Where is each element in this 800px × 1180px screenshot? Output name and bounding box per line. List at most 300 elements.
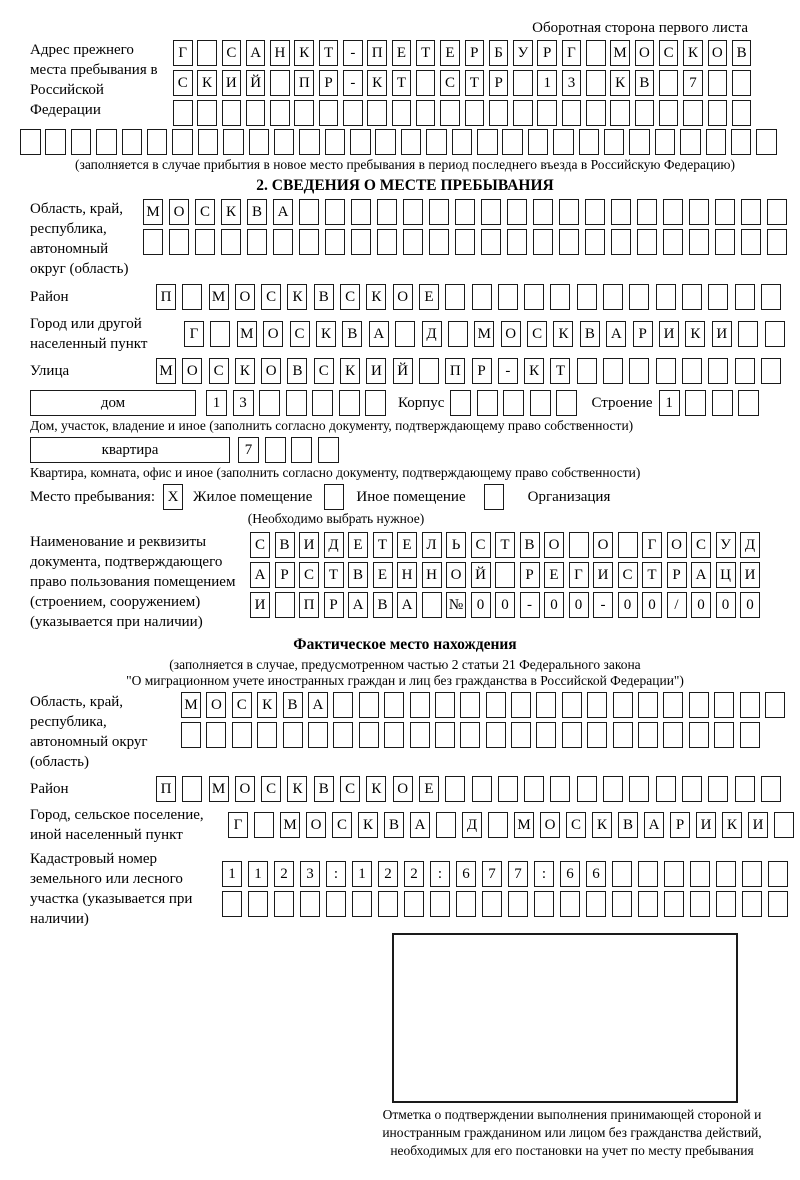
char-cell[interactable]: К bbox=[366, 284, 386, 310]
char-cell[interactable] bbox=[586, 100, 606, 126]
char-cell[interactable] bbox=[318, 437, 339, 463]
char-cell[interactable] bbox=[440, 100, 460, 126]
char-cell[interactable] bbox=[536, 722, 556, 748]
char-cell[interactable]: И bbox=[593, 562, 613, 588]
char-cell[interactable]: С bbox=[250, 532, 270, 558]
char-cell[interactable]: М bbox=[610, 40, 630, 66]
char-cell[interactable]: С bbox=[691, 532, 711, 558]
char-cell[interactable] bbox=[419, 358, 439, 384]
char-cell[interactable]: В bbox=[283, 692, 303, 718]
char-cell[interactable]: В bbox=[287, 358, 307, 384]
char-cell[interactable]: М bbox=[181, 692, 201, 718]
char-cell[interactable] bbox=[333, 692, 353, 718]
char-cell[interactable]: 1 bbox=[352, 861, 372, 887]
char-cell[interactable]: Г bbox=[228, 812, 248, 838]
char-cell[interactable]: Т bbox=[416, 40, 436, 66]
char-cell[interactable] bbox=[312, 390, 333, 416]
char-cell[interactable]: 7 bbox=[683, 70, 703, 96]
char-cell[interactable] bbox=[246, 100, 266, 126]
char-cell[interactable] bbox=[530, 390, 551, 416]
char-cell[interactable] bbox=[197, 100, 217, 126]
char-cell[interactable]: Р bbox=[670, 812, 690, 838]
char-cell[interactable]: К bbox=[287, 776, 307, 802]
char-cell[interactable]: : bbox=[430, 861, 450, 887]
char-cell[interactable]: Т bbox=[392, 70, 412, 96]
char-cell[interactable] bbox=[738, 390, 759, 416]
char-cell[interactable]: В bbox=[373, 592, 393, 618]
char-cell[interactable] bbox=[429, 199, 449, 225]
char-cell[interactable] bbox=[270, 100, 290, 126]
char-cell[interactable] bbox=[460, 692, 480, 718]
char-cell[interactable] bbox=[682, 776, 702, 802]
char-cell[interactable]: К bbox=[592, 812, 612, 838]
char-cell[interactable] bbox=[300, 891, 320, 917]
char-cell[interactable] bbox=[559, 199, 579, 225]
char-cell[interactable]: К bbox=[287, 284, 307, 310]
char-cell[interactable]: И bbox=[712, 321, 732, 347]
char-cell[interactable] bbox=[550, 284, 570, 310]
char-cell[interactable]: С bbox=[290, 321, 310, 347]
char-cell[interactable] bbox=[638, 891, 658, 917]
char-cell[interactable] bbox=[618, 532, 638, 558]
char-cell[interactable] bbox=[716, 861, 736, 887]
char-cell[interactable] bbox=[638, 861, 658, 887]
char-cell[interactable]: 3 bbox=[562, 70, 582, 96]
char-cell[interactable] bbox=[524, 776, 544, 802]
char-cell[interactable]: С bbox=[332, 812, 352, 838]
char-cell[interactable] bbox=[270, 70, 290, 96]
char-cell[interactable] bbox=[560, 891, 580, 917]
char-cell[interactable] bbox=[708, 776, 728, 802]
char-cell[interactable]: - bbox=[343, 70, 363, 96]
char-cell[interactable] bbox=[445, 776, 465, 802]
char-cell[interactable] bbox=[248, 891, 268, 917]
char-cell[interactable] bbox=[294, 100, 314, 126]
char-cell[interactable] bbox=[275, 592, 295, 618]
char-cell[interactable] bbox=[553, 129, 574, 155]
char-cell[interactable] bbox=[456, 891, 476, 917]
char-cell[interactable] bbox=[586, 891, 606, 917]
house-type-box[interactable]: дом bbox=[30, 390, 196, 416]
char-cell[interactable]: О bbox=[393, 776, 413, 802]
char-cell[interactable] bbox=[663, 229, 683, 255]
char-cell[interactable] bbox=[682, 358, 702, 384]
char-cell[interactable] bbox=[274, 129, 295, 155]
char-cell[interactable] bbox=[350, 129, 371, 155]
char-cell[interactable]: Е bbox=[440, 40, 460, 66]
char-cell[interactable]: Е bbox=[419, 776, 439, 802]
char-cell[interactable]: К bbox=[358, 812, 378, 838]
char-cell[interactable] bbox=[325, 229, 345, 255]
char-cell[interactable]: В bbox=[314, 776, 334, 802]
char-cell[interactable]: С bbox=[173, 70, 193, 96]
char-cell[interactable] bbox=[326, 891, 346, 917]
char-cell[interactable] bbox=[765, 692, 785, 718]
char-cell[interactable] bbox=[273, 229, 293, 255]
char-cell[interactable] bbox=[740, 722, 760, 748]
char-cell[interactable]: М bbox=[156, 358, 176, 384]
char-cell[interactable] bbox=[735, 358, 755, 384]
char-cell[interactable]: В bbox=[580, 321, 600, 347]
char-cell[interactable] bbox=[735, 284, 755, 310]
char-cell[interactable] bbox=[498, 284, 518, 310]
char-cell[interactable] bbox=[448, 321, 468, 347]
char-cell[interactable] bbox=[403, 229, 423, 255]
char-cell[interactable]: К bbox=[683, 40, 703, 66]
char-cell[interactable]: К bbox=[722, 812, 742, 838]
char-cell[interactable] bbox=[731, 129, 752, 155]
char-cell[interactable] bbox=[339, 390, 360, 416]
char-cell[interactable]: А bbox=[606, 321, 626, 347]
char-cell[interactable] bbox=[683, 100, 703, 126]
char-cell[interactable] bbox=[537, 100, 557, 126]
char-cell[interactable]: И bbox=[696, 812, 716, 838]
char-cell[interactable]: - bbox=[520, 592, 540, 618]
char-cell[interactable] bbox=[613, 722, 633, 748]
char-cell[interactable] bbox=[756, 129, 777, 155]
char-cell[interactable] bbox=[611, 199, 631, 225]
char-cell[interactable] bbox=[403, 199, 423, 225]
char-cell[interactable] bbox=[577, 284, 597, 310]
char-cell[interactable]: Ь bbox=[446, 532, 466, 558]
char-cell[interactable]: К bbox=[610, 70, 630, 96]
char-cell[interactable] bbox=[656, 776, 676, 802]
char-cell[interactable]: Р bbox=[520, 562, 540, 588]
char-cell[interactable]: С bbox=[261, 284, 281, 310]
char-cell[interactable]: Р bbox=[633, 321, 653, 347]
char-cell[interactable] bbox=[254, 812, 274, 838]
char-cell[interactable] bbox=[481, 199, 501, 225]
char-cell[interactable] bbox=[422, 592, 442, 618]
char-cell[interactable]: К bbox=[685, 321, 705, 347]
char-cell[interactable]: В bbox=[618, 812, 638, 838]
char-cell[interactable]: 1 bbox=[248, 861, 268, 887]
char-cell[interactable] bbox=[169, 229, 189, 255]
char-cell[interactable] bbox=[664, 891, 684, 917]
char-cell[interactable]: О bbox=[708, 40, 728, 66]
char-cell[interactable] bbox=[638, 692, 658, 718]
char-cell[interactable]: П bbox=[445, 358, 465, 384]
char-cell[interactable]: - bbox=[593, 592, 613, 618]
char-cell[interactable] bbox=[182, 776, 202, 802]
char-cell[interactable]: 3 bbox=[233, 390, 254, 416]
char-cell[interactable] bbox=[477, 390, 498, 416]
char-cell[interactable]: 2 bbox=[274, 861, 294, 887]
char-cell[interactable] bbox=[489, 100, 509, 126]
char-cell[interactable] bbox=[569, 532, 589, 558]
char-cell[interactable]: : bbox=[534, 861, 554, 887]
char-cell[interactable] bbox=[604, 129, 625, 155]
char-cell[interactable] bbox=[333, 722, 353, 748]
char-cell[interactable] bbox=[768, 891, 788, 917]
char-cell[interactable] bbox=[534, 891, 554, 917]
char-cell[interactable] bbox=[377, 229, 397, 255]
char-cell[interactable]: 0 bbox=[740, 592, 760, 618]
char-cell[interactable]: Т bbox=[465, 70, 485, 96]
char-cell[interactable] bbox=[206, 722, 226, 748]
char-cell[interactable] bbox=[503, 390, 524, 416]
char-cell[interactable] bbox=[20, 129, 41, 155]
char-cell[interactable]: К bbox=[316, 321, 336, 347]
char-cell[interactable]: Е bbox=[544, 562, 564, 588]
char-cell[interactable] bbox=[378, 891, 398, 917]
char-cell[interactable]: П bbox=[294, 70, 314, 96]
char-cell[interactable]: 0 bbox=[569, 592, 589, 618]
char-cell[interactable]: О bbox=[593, 532, 613, 558]
char-cell[interactable]: Р bbox=[324, 592, 344, 618]
char-cell[interactable]: И bbox=[250, 592, 270, 618]
char-cell[interactable] bbox=[663, 199, 683, 225]
char-cell[interactable]: 0 bbox=[691, 592, 711, 618]
char-cell[interactable] bbox=[71, 129, 92, 155]
char-cell[interactable] bbox=[308, 722, 328, 748]
char-cell[interactable]: Г bbox=[642, 532, 662, 558]
char-cell[interactable] bbox=[410, 692, 430, 718]
char-cell[interactable]: 0 bbox=[471, 592, 491, 618]
char-cell[interactable]: Т bbox=[373, 532, 393, 558]
char-cell[interactable]: О bbox=[169, 199, 189, 225]
char-cell[interactable] bbox=[741, 229, 761, 255]
char-cell[interactable] bbox=[680, 129, 701, 155]
char-cell[interactable] bbox=[286, 390, 307, 416]
char-cell[interactable]: Д bbox=[462, 812, 482, 838]
char-cell[interactable] bbox=[774, 812, 794, 838]
char-cell[interactable] bbox=[249, 129, 270, 155]
char-cell[interactable]: О bbox=[261, 358, 281, 384]
char-cell[interactable] bbox=[603, 776, 623, 802]
char-cell[interactable]: К bbox=[553, 321, 573, 347]
char-cell[interactable]: 7 bbox=[508, 861, 528, 887]
char-cell[interactable]: К bbox=[367, 70, 387, 96]
char-cell[interactable]: К bbox=[524, 358, 544, 384]
char-cell[interactable]: 2 bbox=[404, 861, 424, 887]
char-cell[interactable]: К bbox=[340, 358, 360, 384]
char-cell[interactable]: О bbox=[306, 812, 326, 838]
char-cell[interactable]: Г bbox=[173, 40, 193, 66]
char-cell[interactable]: К bbox=[221, 199, 241, 225]
char-cell[interactable]: О bbox=[206, 692, 226, 718]
char-cell[interactable] bbox=[223, 129, 244, 155]
char-cell[interactable] bbox=[585, 199, 605, 225]
char-cell[interactable]: Т bbox=[319, 40, 339, 66]
char-cell[interactable] bbox=[197, 40, 217, 66]
char-cell[interactable] bbox=[460, 722, 480, 748]
char-cell[interactable] bbox=[395, 321, 415, 347]
char-cell[interactable] bbox=[664, 861, 684, 887]
char-cell[interactable]: Й bbox=[246, 70, 266, 96]
char-cell[interactable]: И bbox=[222, 70, 242, 96]
char-cell[interactable]: А bbox=[250, 562, 270, 588]
char-cell[interactable]: Т bbox=[495, 532, 515, 558]
char-cell[interactable] bbox=[445, 284, 465, 310]
char-cell[interactable]: В bbox=[314, 284, 334, 310]
char-cell[interactable] bbox=[511, 692, 531, 718]
char-cell[interactable]: А bbox=[397, 592, 417, 618]
char-cell[interactable] bbox=[586, 70, 606, 96]
char-cell[interactable] bbox=[477, 129, 498, 155]
char-cell[interactable]: - bbox=[343, 40, 363, 66]
char-cell[interactable]: А bbox=[308, 692, 328, 718]
char-cell[interactable] bbox=[430, 891, 450, 917]
char-cell[interactable]: С bbox=[340, 284, 360, 310]
char-cell[interactable]: 6 bbox=[586, 861, 606, 887]
char-cell[interactable] bbox=[732, 70, 752, 96]
char-cell[interactable] bbox=[562, 722, 582, 748]
char-cell[interactable] bbox=[732, 100, 752, 126]
char-cell[interactable]: И bbox=[740, 562, 760, 588]
char-cell[interactable] bbox=[450, 390, 471, 416]
char-cell[interactable] bbox=[559, 229, 579, 255]
char-cell[interactable]: С bbox=[471, 532, 491, 558]
char-cell[interactable] bbox=[577, 776, 597, 802]
char-cell[interactable] bbox=[735, 776, 755, 802]
char-cell[interactable] bbox=[359, 692, 379, 718]
char-cell[interactable] bbox=[556, 390, 577, 416]
char-cell[interactable] bbox=[635, 100, 655, 126]
char-cell[interactable]: Р bbox=[472, 358, 492, 384]
char-cell[interactable]: И bbox=[748, 812, 768, 838]
char-cell[interactable]: М bbox=[474, 321, 494, 347]
char-cell[interactable]: Т bbox=[550, 358, 570, 384]
char-cell[interactable] bbox=[740, 692, 760, 718]
char-cell[interactable] bbox=[585, 229, 605, 255]
char-cell[interactable]: К bbox=[197, 70, 217, 96]
char-cell[interactable]: 0 bbox=[544, 592, 564, 618]
char-cell[interactable] bbox=[663, 692, 683, 718]
char-cell[interactable] bbox=[172, 129, 193, 155]
char-cell[interactable] bbox=[367, 100, 387, 126]
char-cell[interactable]: М bbox=[280, 812, 300, 838]
char-cell[interactable]: 0 bbox=[495, 592, 515, 618]
char-cell[interactable]: 1 bbox=[537, 70, 557, 96]
organization-checkbox[interactable] bbox=[484, 484, 504, 510]
char-cell[interactable] bbox=[708, 284, 728, 310]
char-cell[interactable]: И bbox=[659, 321, 679, 347]
char-cell[interactable] bbox=[495, 562, 515, 588]
char-cell[interactable]: О bbox=[635, 40, 655, 66]
char-cell[interactable]: 6 bbox=[456, 861, 476, 887]
char-cell[interactable] bbox=[45, 129, 66, 155]
char-cell[interactable] bbox=[392, 100, 412, 126]
char-cell[interactable]: Т bbox=[324, 562, 344, 588]
char-cell[interactable] bbox=[706, 129, 727, 155]
char-cell[interactable]: Л bbox=[422, 532, 442, 558]
char-cell[interactable]: Р bbox=[275, 562, 295, 588]
char-cell[interactable]: О bbox=[667, 532, 687, 558]
char-cell[interactable]: № bbox=[446, 592, 466, 618]
char-cell[interactable] bbox=[507, 229, 527, 255]
char-cell[interactable] bbox=[325, 199, 345, 225]
char-cell[interactable]: С bbox=[527, 321, 547, 347]
char-cell[interactable] bbox=[182, 284, 202, 310]
char-cell[interactable] bbox=[659, 70, 679, 96]
char-cell[interactable] bbox=[587, 722, 607, 748]
char-cell[interactable] bbox=[761, 284, 781, 310]
residential-checkbox[interactable]: X bbox=[163, 484, 183, 510]
char-cell[interactable]: А bbox=[273, 199, 293, 225]
char-cell[interactable] bbox=[562, 692, 582, 718]
char-cell[interactable] bbox=[429, 229, 449, 255]
char-cell[interactable]: В bbox=[384, 812, 404, 838]
char-cell[interactable]: С bbox=[566, 812, 586, 838]
char-cell[interactable] bbox=[511, 722, 531, 748]
char-cell[interactable] bbox=[247, 229, 267, 255]
char-cell[interactable] bbox=[259, 390, 280, 416]
char-cell[interactable] bbox=[488, 812, 508, 838]
char-cell[interactable]: П bbox=[299, 592, 319, 618]
char-cell[interactable] bbox=[767, 229, 787, 255]
char-cell[interactable] bbox=[629, 284, 649, 310]
char-cell[interactable]: В bbox=[348, 562, 368, 588]
char-cell[interactable] bbox=[550, 776, 570, 802]
char-cell[interactable] bbox=[404, 891, 424, 917]
char-cell[interactable] bbox=[656, 284, 676, 310]
char-cell[interactable]: К bbox=[294, 40, 314, 66]
char-cell[interactable]: С bbox=[232, 692, 252, 718]
char-cell[interactable]: А bbox=[348, 592, 368, 618]
char-cell[interactable] bbox=[365, 390, 386, 416]
char-cell[interactable]: 6 bbox=[560, 861, 580, 887]
char-cell[interactable]: Г bbox=[184, 321, 204, 347]
char-cell[interactable]: В bbox=[275, 532, 295, 558]
char-cell[interactable] bbox=[768, 861, 788, 887]
char-cell[interactable] bbox=[513, 100, 533, 126]
char-cell[interactable] bbox=[351, 229, 371, 255]
char-cell[interactable] bbox=[96, 129, 117, 155]
char-cell[interactable]: С bbox=[299, 562, 319, 588]
char-cell[interactable] bbox=[181, 722, 201, 748]
char-cell[interactable]: Р bbox=[537, 40, 557, 66]
char-cell[interactable] bbox=[265, 437, 286, 463]
char-cell[interactable]: С bbox=[440, 70, 460, 96]
char-cell[interactable]: А bbox=[246, 40, 266, 66]
char-cell[interactable]: О bbox=[235, 776, 255, 802]
char-cell[interactable] bbox=[384, 692, 404, 718]
char-cell[interactable]: О bbox=[235, 284, 255, 310]
char-cell[interactable] bbox=[629, 129, 650, 155]
char-cell[interactable]: П bbox=[156, 284, 176, 310]
char-cell[interactable] bbox=[528, 129, 549, 155]
char-cell[interactable]: 0 bbox=[716, 592, 736, 618]
char-cell[interactable]: М bbox=[209, 284, 229, 310]
char-cell[interactable]: О bbox=[501, 321, 521, 347]
char-cell[interactable] bbox=[299, 229, 319, 255]
char-cell[interactable]: О bbox=[393, 284, 413, 310]
char-cell[interactable]: В bbox=[732, 40, 752, 66]
char-cell[interactable]: Д bbox=[740, 532, 760, 558]
char-cell[interactable]: / bbox=[667, 592, 687, 618]
char-cell[interactable] bbox=[708, 100, 728, 126]
char-cell[interactable]: С bbox=[209, 358, 229, 384]
char-cell[interactable] bbox=[426, 129, 447, 155]
char-cell[interactable]: А bbox=[369, 321, 389, 347]
char-cell[interactable]: Е bbox=[348, 532, 368, 558]
char-cell[interactable] bbox=[663, 722, 683, 748]
char-cell[interactable] bbox=[486, 692, 506, 718]
char-cell[interactable]: - bbox=[498, 358, 518, 384]
other-premises-checkbox[interactable] bbox=[324, 484, 344, 510]
char-cell[interactable] bbox=[147, 129, 168, 155]
char-cell[interactable] bbox=[579, 129, 600, 155]
char-cell[interactable]: Р bbox=[489, 70, 509, 96]
char-cell[interactable] bbox=[533, 199, 553, 225]
char-cell[interactable]: Д bbox=[422, 321, 442, 347]
char-cell[interactable] bbox=[274, 891, 294, 917]
char-cell[interactable] bbox=[195, 229, 215, 255]
char-cell[interactable] bbox=[507, 199, 527, 225]
char-cell[interactable]: Е bbox=[392, 40, 412, 66]
char-cell[interactable] bbox=[498, 776, 518, 802]
